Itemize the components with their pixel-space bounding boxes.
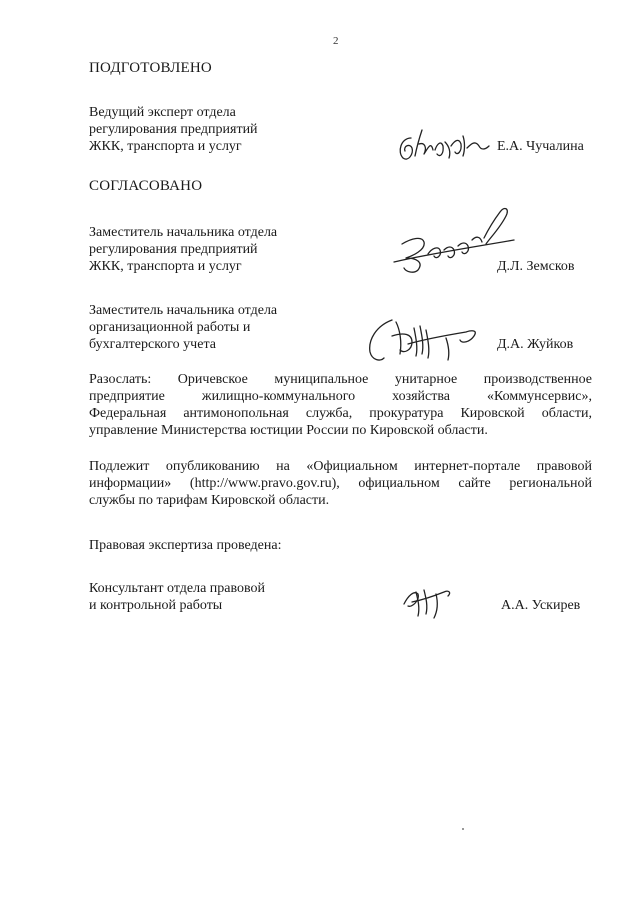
signature-uskirev bbox=[398, 582, 458, 622]
legal-review-text: Правовая экспертиза проведена: bbox=[89, 538, 282, 553]
distribution-line-2: предприятие жилищно-коммунального хозяйства «Коммунсервис», bbox=[89, 389, 592, 404]
prepared-title-line-2: регулирования предприятий bbox=[89, 122, 258, 137]
legal-title-line-1: Консультант отдела правовой bbox=[89, 581, 266, 596]
signature-chuchalina bbox=[393, 124, 493, 170]
zhuikov-name: Д.А. Жуйков bbox=[497, 337, 574, 352]
zhuikov-title-line-1: Заместитель начальника отдела bbox=[89, 303, 278, 318]
distribution-line-3: Федеральная антимонопольная служба, прокуратура Кировской области, bbox=[89, 406, 592, 421]
zemskov-title-line-2: регулирования предприятий bbox=[89, 242, 258, 257]
distribution-line-4: управление Министерства юстиции России по Кировской области. bbox=[89, 423, 488, 438]
publication-line-2: информации» (http://www.pravo.gov.ru), официальном сайте региональной bbox=[89, 476, 592, 491]
zemskov-title-line-1: Заместитель начальника отдела bbox=[89, 225, 278, 240]
publication-line-3: службы по тарифам Кировской области. bbox=[89, 493, 330, 508]
zhuikov-title-line-3: бухгалтерского учета bbox=[89, 337, 216, 352]
zemskov-title-line-3: ЖКК, транспорта и услуг bbox=[89, 259, 242, 274]
page-number: 2 bbox=[333, 35, 339, 47]
distribution-line-1: Разослать: Оричевское муниципальное унитарное производственное bbox=[89, 372, 592, 387]
legal-title-line-2: и контрольной работы bbox=[89, 598, 223, 613]
prepared-title-line-3: ЖКК, транспорта и услуг bbox=[89, 139, 242, 154]
signature-zhuikov bbox=[362, 308, 492, 368]
prepared-heading: ПОДГОТОВЛЕНО bbox=[89, 60, 212, 76]
zemskov-name: Д.Л. Земсков bbox=[497, 259, 575, 274]
uskirev-name: А.А. Ускирев bbox=[501, 598, 581, 613]
prepared-name: Е.А. Чучалина bbox=[497, 139, 584, 154]
agreed-heading: СОГЛАСОВАНО bbox=[89, 178, 203, 194]
publication-line-1: Подлежит опубликованию на «Официальном интернет-портале правовой bbox=[89, 459, 592, 474]
scan-speck bbox=[462, 828, 464, 830]
zhuikov-title-line-2: организационной работы и bbox=[89, 320, 251, 335]
prepared-title-line-1: Ведущий эксперт отдела bbox=[89, 105, 236, 120]
